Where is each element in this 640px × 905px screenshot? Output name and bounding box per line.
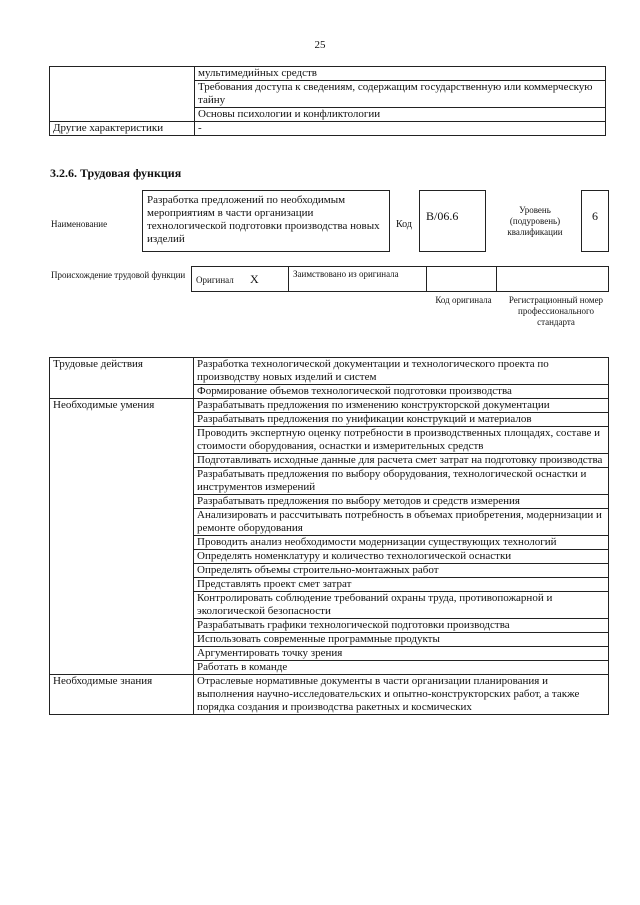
group-item: Разработка технологической документации и технологического проекта по производству новых изделий и систем [194,358,609,385]
table-row [50,122,606,136]
code-caption: Код оригинала [435,295,492,305]
function-level-box: 6 [581,190,609,252]
level-label: Уровень (подуровень) квалификации [507,205,563,237]
group-item: Формирование объемов технологической подготовки производства [194,385,609,399]
group-item: Анализировать и рассчитывать потребность в объемах приобретения, модернизации и ремонте оборудования [194,509,609,536]
top-continuation-table [49,66,606,136]
table-cell-label [50,67,195,122]
group-item: Разрабатывать предложения по выбору оборудования, технологической оснастки и инструментов измерений [194,468,609,495]
group-item: Разрабатывать предложения по унификации конструкций и материалов [194,413,609,427]
group-item: Определять номенклатуру и количество технологической оснастки [194,550,609,564]
group-item: Отраслевые нормативные документы в части организации планирования и выполнения научно-исследовательских и опытно-конструкторских работ, а также порядка создания и производства ракетных и космических [194,675,609,715]
group-item: Подготавливать исходные данные для расчета смет затрат на подготовку производства [194,454,609,468]
reg-caption: Регистрационный номер профессионального стандарта [508,295,604,327]
page-number: 25 [314,39,326,51]
group-label: Необходимые знания [50,675,194,715]
group-item: Разрабатывать графики технологической подготовки производства [194,619,609,633]
table-row [50,67,606,81]
reg-number-cell [496,266,609,292]
group-label: Трудовые действия [50,358,194,399]
table-row [50,399,609,413]
group-item: Проводить экспертную оценку потребности в производственных площадях, составе и стоимости оборудования, оснастки и измерительных средств [194,427,609,454]
table-cell-value: Требования доступа к сведениям, содержащим государственную или коммерческую тайну [195,81,606,108]
table-cell-value: Основы психологии и конфликтологии [195,108,606,122]
section-title: 3.2.6. Трудовая функция [50,166,182,180]
table-cell-label: Другие характеристики [50,122,195,136]
group-label: Необходимые умения [50,399,194,675]
origin-label: Происхождение трудовой функции [51,270,186,280]
original-mark: X [249,272,259,286]
group-item: Разрабатывать предложения по выбору методов и средств измерения [194,495,609,509]
group-item: Представлять проект смет затрат [194,578,609,592]
function-name-box: Разработка предложений по необходимым мероприятиям в части организации технологической подготовки производства новых изделий [142,190,390,252]
group-item: Определять объемы строительно-монтажных работ [194,564,609,578]
table-cell-value: мультимедийных средств [195,67,606,81]
table-row [50,675,609,715]
group-item: Аргументировать точку зрения [194,647,609,661]
original-code-cell [426,266,497,292]
table-row [50,358,609,385]
function-details-table [49,357,609,715]
table-cell-value: - [195,122,606,136]
group-item: Работать в команде [194,661,609,675]
borrowed-cell: Заимствовано из оригинала [288,266,427,292]
original-cell [191,266,289,292]
name-label: Наименование [51,219,108,229]
code-label: Код [396,219,412,230]
group-item: Разрабатывать предложения по изменению конструкторской документации [194,399,609,413]
group-item: Проводить анализ необходимости модернизации существующих технологий [194,536,609,550]
function-code-box: В/06.6 [419,190,486,252]
group-item: Использовать современные программные продукты [194,633,609,647]
original-label: Оригинал [196,275,234,285]
group-item: Контролировать соблюдение требований охраны труда, противопожарной и экологической безопасности [194,592,609,619]
